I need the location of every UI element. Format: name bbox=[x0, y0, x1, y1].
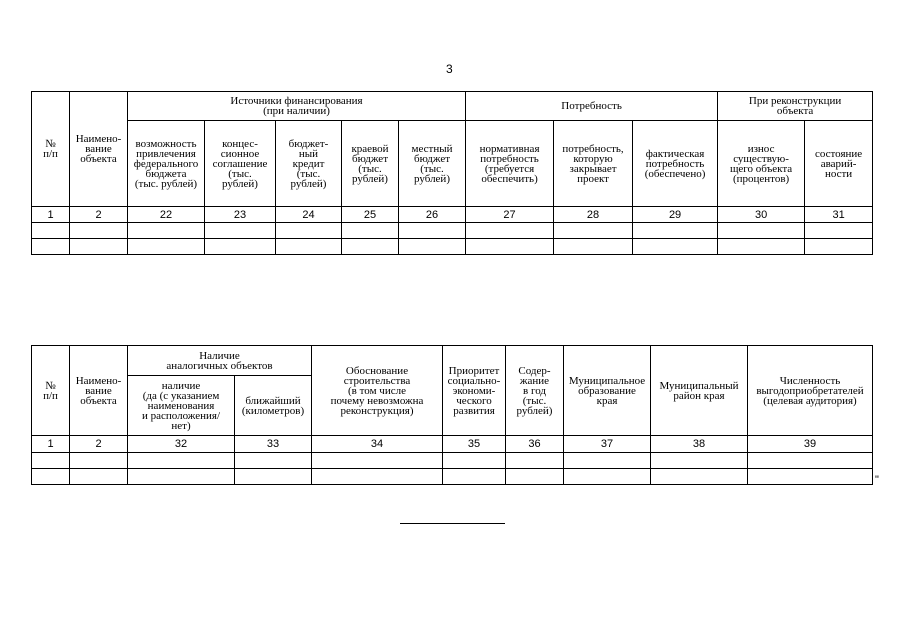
column-number: 39 bbox=[748, 436, 873, 453]
header-priority: Приоритет социально- экономи- ческого развития bbox=[443, 346, 506, 436]
header-municipality: Муниципальное образование края bbox=[564, 346, 651, 436]
column-number: 35 bbox=[443, 436, 506, 453]
header-justification: Обоснование строительства (в том числе почему невозможна реконструкция) bbox=[312, 346, 443, 436]
column-number: 28 bbox=[554, 207, 633, 223]
header-local-budget: местный бюджет (тыс. рублей) bbox=[399, 121, 466, 207]
header-emergency-state: состояние аварий- ности bbox=[805, 121, 873, 207]
column-number: 30 bbox=[718, 207, 805, 223]
column-numbers-row bbox=[32, 207, 873, 223]
column-number: 2 bbox=[70, 207, 128, 223]
header-funding-sources: Источники финансирования (при наличии) bbox=[128, 92, 466, 121]
header-beneficiaries: Численность выгодоприобретателей (целевая аудитория) bbox=[748, 346, 873, 436]
header-budget-credit: бюджет- ный кредит (тыс. рублей) bbox=[276, 121, 342, 207]
column-number: 1 bbox=[32, 207, 70, 223]
header-federal-budget: возможность привлечения федерального бюджета (тыс. рублей) bbox=[128, 121, 205, 207]
header-analog-presence: наличие (да (с указанием наименования и расположения/ нет) bbox=[128, 376, 235, 436]
header-wear: износ существую- щего объекта (процентов) bbox=[718, 121, 805, 207]
table-row bbox=[32, 469, 873, 485]
closing-quote: " bbox=[875, 474, 879, 486]
column-number: 32 bbox=[128, 436, 235, 453]
header-district: Муниципальный район края bbox=[651, 346, 748, 436]
column-number: 23 bbox=[205, 207, 276, 223]
column-number: 29 bbox=[633, 207, 718, 223]
column-number: 33 bbox=[235, 436, 312, 453]
column-number: 31 bbox=[805, 207, 873, 223]
table-row bbox=[32, 223, 873, 239]
header-num: № п/п bbox=[32, 92, 70, 207]
header-reconstruction: При реконструкции объекта bbox=[718, 92, 873, 121]
column-number: 27 bbox=[466, 207, 554, 223]
column-number: 26 bbox=[399, 207, 466, 223]
column-number: 25 bbox=[342, 207, 399, 223]
column-number: 34 bbox=[312, 436, 443, 453]
header-need: Потребность bbox=[466, 92, 718, 121]
table-row bbox=[32, 453, 873, 469]
header-concession: концес- сионное соглашение (тыс. рублей) bbox=[205, 121, 276, 207]
table-row bbox=[32, 239, 873, 255]
header-object-name: Наимено- вание объекта bbox=[70, 346, 128, 436]
header-maintenance: Содер- жание в год (тыс. рублей) bbox=[506, 346, 564, 436]
footer-rule bbox=[400, 523, 505, 524]
column-number: 2 bbox=[70, 436, 128, 453]
column-number: 24 bbox=[276, 207, 342, 223]
column-number: 37 bbox=[564, 436, 651, 453]
column-numbers-row bbox=[32, 436, 873, 453]
column-number: 36 bbox=[506, 436, 564, 453]
header-normative-need: нормативная потребность (требуется обеспечить) bbox=[466, 121, 554, 207]
header-num: № п/п bbox=[32, 346, 70, 436]
financing-table bbox=[31, 91, 873, 255]
header-object-name: Наимено- вание объекта bbox=[70, 92, 128, 207]
page-number: 3 bbox=[446, 62, 453, 76]
header-analog-nearest: ближайший (километров) bbox=[235, 376, 312, 436]
column-number: 38 bbox=[651, 436, 748, 453]
column-number: 22 bbox=[128, 207, 205, 223]
column-number: 1 bbox=[32, 436, 70, 453]
header-project-need: потребность, которую закрывает проект bbox=[554, 121, 633, 207]
header-regional-budget: краевой бюджет (тыс. рублей) bbox=[342, 121, 399, 207]
header-actual-need: фактическая потребность (обеспечено) bbox=[633, 121, 718, 207]
analogs-table bbox=[31, 345, 873, 485]
header-analog-objects: Наличие аналогичных объектов bbox=[128, 346, 312, 376]
